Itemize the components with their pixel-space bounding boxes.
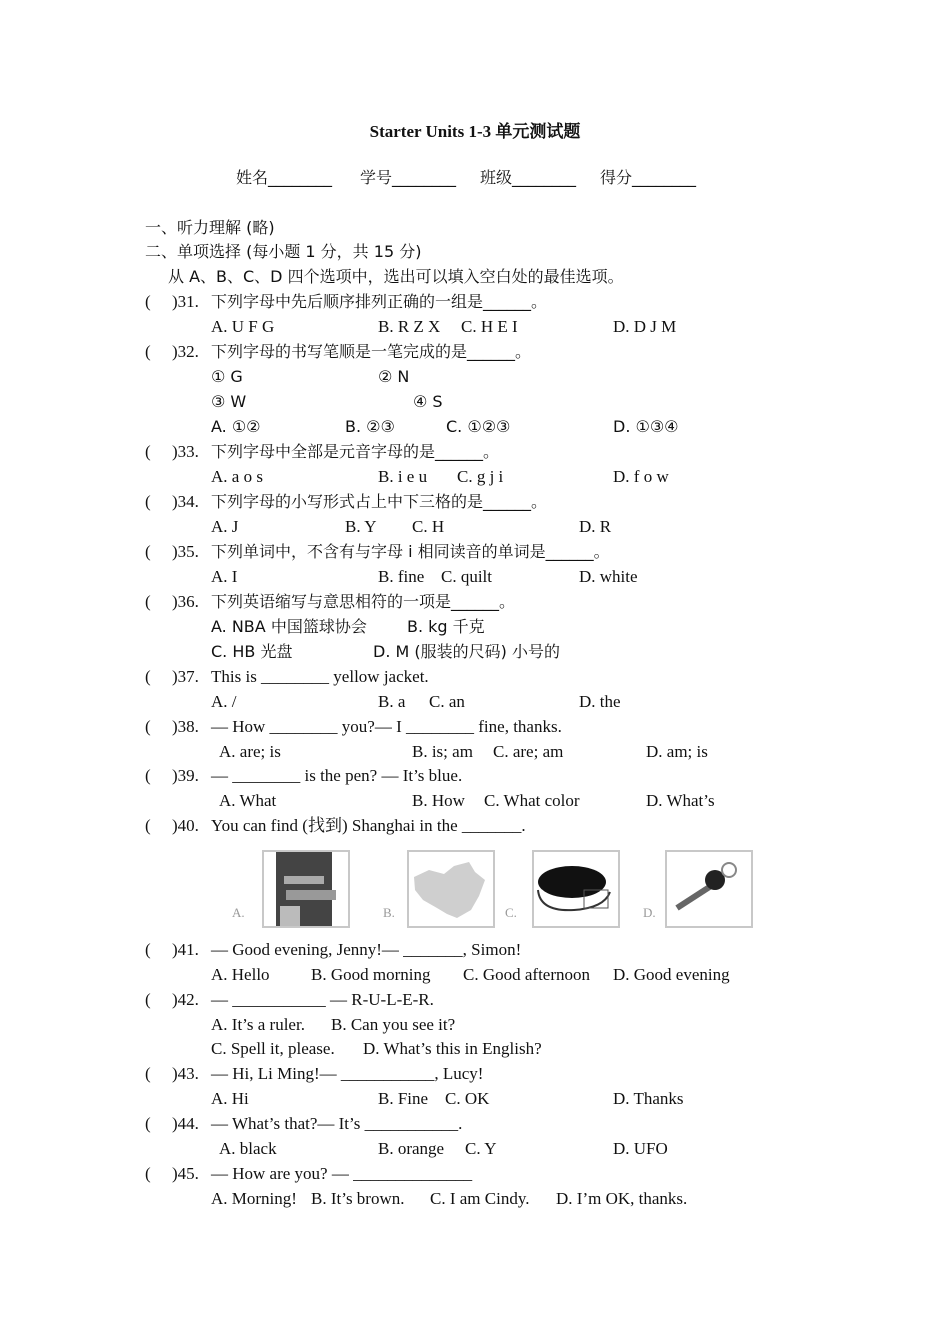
option-b: B. How: [412, 791, 465, 810]
question-number: )40.: [172, 816, 199, 835]
question-stem: 下列字母的书写笔顺是一笔完成的是______。: [211, 342, 532, 361]
option-a: A. I: [211, 567, 238, 586]
question-number: )44.: [172, 1114, 199, 1133]
option-c: C. quilt: [441, 567, 493, 586]
section-heading: 一、听力理解 (略): [145, 218, 275, 237]
answer-blank-paren: (: [145, 1114, 151, 1133]
option-c: C. g j i: [457, 467, 504, 486]
question-stem: This is ________ yellow jacket.: [211, 667, 429, 686]
question-stem: — ________ is the pen? — It’s blue.: [211, 766, 463, 785]
answer-blank-paren: (: [145, 816, 151, 835]
option-d: D. f o w: [613, 467, 669, 486]
option-c: C. OK: [445, 1089, 490, 1108]
option-c: C. Good afternoon: [463, 965, 591, 984]
option-b: B. Y: [345, 517, 377, 536]
question-stem: 下列字母中先后顺序排列正确的一组是______。: [211, 292, 548, 311]
question-stem: — What’s that?— It’s ___________.: [211, 1114, 463, 1133]
question-stem: 下列英语缩写与意思相符的一项是______。: [211, 592, 516, 611]
option-a: A. a o s: [211, 467, 263, 486]
option-a: A. J: [211, 517, 239, 536]
question-stem: 下列单词中，不含有与字母 i 相同读音的单词是______。: [211, 542, 610, 561]
question-number: )33.: [172, 442, 199, 461]
header-field: 得分________: [600, 168, 697, 187]
option-a: A. ①②: [211, 417, 261, 436]
china-map-icon: [409, 852, 493, 926]
option-a: A. /: [211, 692, 237, 711]
page-title: Starter Units 1-3 单元测试题: [369, 122, 581, 141]
option-a: A. Hi: [211, 1089, 249, 1108]
option-c: C. are; am: [493, 742, 564, 761]
option-c: C. Spell it, please.: [211, 1039, 335, 1058]
option-a: A. Morning!: [211, 1189, 297, 1208]
question-number: )32.: [172, 342, 199, 361]
question-number: )31.: [172, 292, 199, 311]
option-s1: ① G: [211, 367, 243, 386]
answer-blank-paren: (: [145, 940, 151, 959]
answer-blank-paren: (: [145, 442, 151, 461]
answer-blank-paren: (: [145, 1164, 151, 1183]
option-d: D. M (服装的尺码) 小号的: [373, 642, 560, 661]
question-stem: 下列字母的小写形式占上中下三格的是______。: [211, 492, 548, 511]
option-d: D. white: [579, 567, 638, 586]
option-d: D. Good evening: [613, 965, 730, 984]
option-d: D. the: [579, 692, 621, 711]
option-a: A. U F G: [211, 317, 275, 336]
question-number: )38.: [172, 717, 199, 736]
option-d: D. I’m OK, thanks.: [556, 1189, 688, 1208]
option-d: D. What’s this in English?: [363, 1039, 542, 1058]
answer-blank-paren: (: [145, 342, 151, 361]
question-number: )35.: [172, 542, 199, 561]
answer-blank-paren: (: [145, 667, 151, 686]
picture-option-c: [532, 850, 620, 928]
key-picture-icon: [667, 852, 745, 926]
option-a: A. Hello: [211, 965, 270, 984]
hat-picture-icon: [534, 852, 614, 926]
option-a: A. It’s a ruler.: [211, 1015, 305, 1034]
option-b: B. R Z X: [378, 317, 441, 336]
question-number: )36.: [172, 592, 199, 611]
option-c: C. Y: [465, 1139, 497, 1158]
answer-blank-paren: (: [145, 1064, 151, 1083]
option-b: B. kg 千克: [407, 617, 485, 636]
picture-label-b: B.: [383, 905, 395, 920]
option-a: A. What: [219, 791, 277, 810]
question-stem: — How are you? — ______________: [211, 1164, 473, 1183]
option-d: D. ①③④: [613, 417, 679, 436]
option-b: B. Good morning: [311, 965, 431, 984]
option-d: D. UFO: [613, 1139, 668, 1158]
option-b: B. fine: [378, 567, 425, 586]
question-number: )37.: [172, 667, 199, 686]
picture-option-a: [262, 850, 350, 928]
question-stem: — Good evening, Jenny!— _______, Simon!: [211, 940, 522, 959]
option-d: D. Thanks: [613, 1089, 684, 1108]
option-c: C. H E I: [461, 317, 518, 336]
question-stem: — How ________ you?— I ________ fine, thanks.: [211, 717, 562, 736]
question-stem: — Hi, Li Ming!— ___________, Lucy!: [211, 1064, 484, 1083]
option-a: A. black: [219, 1139, 277, 1158]
answer-blank-paren: (: [145, 292, 151, 311]
question-number: )45.: [172, 1164, 199, 1183]
option-d: D. am; is: [646, 742, 708, 761]
option-b: B. It’s brown.: [311, 1189, 405, 1208]
great-wall-picture-icon: [264, 852, 348, 926]
option-b: B. Can you see it?: [331, 1015, 456, 1034]
header-field: 姓名________: [236, 168, 333, 187]
section-heading: 二、单项选择 (每小题 1 分，共 15 分): [145, 242, 422, 261]
option-a: A. NBA 中国篮球协会: [211, 617, 367, 636]
picture-label-a: A.: [232, 905, 245, 920]
header-field: 学号________: [360, 168, 457, 187]
option-c: C. H: [412, 517, 445, 536]
option-d: D. D J M: [613, 317, 677, 336]
option-s4: ④ S: [413, 392, 443, 411]
option-b: B. Fine: [378, 1089, 429, 1108]
option-b: B. a: [378, 692, 406, 711]
answer-blank-paren: (: [145, 592, 151, 611]
header-field: 班级________: [480, 168, 577, 187]
picture-option-b: [407, 850, 495, 928]
answer-blank-paren: (: [145, 492, 151, 511]
option-c: C. I am Cindy.: [430, 1189, 530, 1208]
question-stem: 下列字母中全部是元音字母的是______。: [211, 442, 500, 461]
option-s3: ③ W: [211, 392, 247, 411]
answer-blank-paren: (: [145, 542, 151, 561]
question-number: )39.: [172, 766, 199, 785]
answer-blank-paren: (: [145, 766, 151, 785]
option-a: A. are; is: [219, 742, 281, 761]
question-number: )34.: [172, 492, 199, 511]
answer-blank-paren: (: [145, 990, 151, 1009]
question-number: )41.: [172, 940, 199, 959]
option-b: B. i e u: [378, 467, 428, 486]
option-c: C. HB 光盘: [211, 642, 293, 661]
option-b: B. ②③: [345, 417, 395, 436]
picture-label-c: C.: [505, 905, 517, 920]
option-s2: ② N: [378, 367, 410, 386]
option-d: D. R: [579, 517, 612, 536]
picture-label-d: D.: [643, 905, 656, 920]
question-number: )42.: [172, 990, 199, 1009]
picture-option-d: [665, 850, 753, 928]
option-c: C. ①②③: [446, 417, 511, 436]
option-b: B. orange: [378, 1139, 445, 1158]
instruction: 从 A、B、C、D 四个选项中，选出可以填入空白处的最佳选项。: [168, 267, 624, 286]
option-b: B. is; am: [412, 742, 473, 761]
question-number: )43.: [172, 1064, 199, 1083]
answer-blank-paren: (: [145, 717, 151, 736]
question-stem: You can find (找到) Shanghai in the _______.: [211, 816, 526, 835]
question-stem: — ___________ — R-U-L-E-R.: [211, 990, 434, 1009]
option-d: D. What’s: [646, 791, 715, 810]
option-c: C. an: [429, 692, 465, 711]
option-c: C. What color: [484, 791, 580, 810]
